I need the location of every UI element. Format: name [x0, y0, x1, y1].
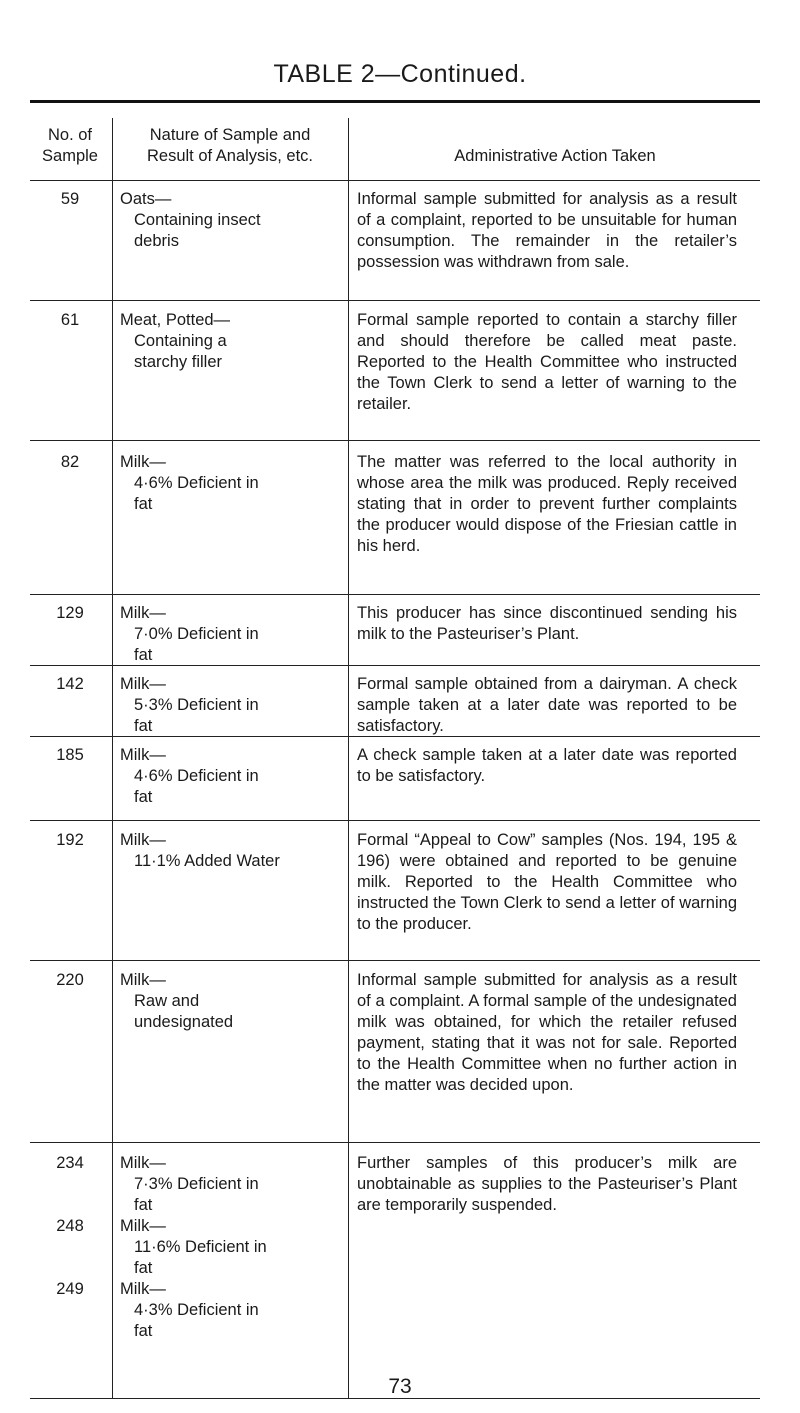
column-divider-1 [112, 118, 113, 1398]
action-taken: Formal sample reported to contain a starchy filler and should therefore be called meat paste. Reported to the Health Committee who instructed the Town Clerk to send a letter of warning to the retailer. [357, 311, 737, 413]
sample-number: 234 [56, 1154, 84, 1172]
sample-number: 59 [60, 190, 80, 208]
sample-nature: Milk— 7·0% Deficient in fat [120, 604, 259, 664]
action-taken: A check sample taken at a later date was reported to be satisfactory. [357, 746, 737, 785]
row-divider [30, 594, 760, 595]
sample-nature: Milk— 4·6% Deficient in fat [120, 746, 259, 806]
action-taken: This producer has since discontinued sending his milk to the Pasteuriser’s Plant. [357, 604, 737, 643]
action-taken: Informal sample submitted for analysis as a result of a complaint, reported to be unsuitable for human consumption. The remainder in the retailer’s possession was withdrawn from sale. [357, 190, 737, 271]
action-taken: Informal sample submitted for analysis as a result of a complaint. A formal sample of the undesignated milk was obtained, for which the retailer refused payment, stating that it was not for sale. Reported to the Health Committee when no further action in the matter was decided upon. [357, 971, 737, 1094]
sample-nature: Milk— Raw and undesignated [120, 971, 234, 1031]
action-taken: The matter was referred to the local authority in whose area the milk was produced. Reply received stating that in order to prevent further complaints the producer would dispose of the Friesian cattle in his herd. [357, 453, 737, 555]
header-nature: Nature of Sample and Result of Analysis, etc. [147, 126, 313, 165]
sample-nature: Meat, Potted— Containing a starchy filler [120, 311, 231, 371]
header-action: Administrative Action Taken [454, 147, 656, 165]
sample-number: 61 [60, 311, 80, 329]
sample-number: 185 [56, 746, 84, 764]
sample-nature: Milk— 11·1% Added Water [120, 831, 280, 870]
row-divider [30, 960, 760, 961]
action-taken: Formal “Appeal to Cow” samples (Nos. 194, 195 & 196) were obtained and reported to be genuine milk. Reported to the Health Committee who instructed the Town Clerk to send a letter of warning to the producer. [357, 831, 737, 933]
header-no: No. of Sample [42, 126, 98, 165]
sample-nature: Milk— 7·3% Deficient in fat Milk— 11·6% Deficient in fat Milk— 4·3% Deficient in fat [120, 1154, 267, 1340]
sample-nature: Milk— 4·6% Deficient in fat [120, 453, 259, 513]
sample-number: 82 [60, 453, 80, 471]
row-divider [30, 180, 760, 181]
table-top-rule [30, 100, 760, 103]
sample-nature: Oats— Containing insect debris [120, 190, 261, 250]
table-title: TABLE 2—Continued. [273, 60, 527, 88]
action-taken: Formal sample obtained from a dairyman. A check sample taken at a later date was reported to be satisfactory. [357, 675, 737, 735]
sample-nature: Milk— 5·3% Deficient in fat [120, 675, 259, 735]
row-divider [30, 440, 760, 441]
sample-number: 248 [56, 1217, 84, 1235]
sample-number: 220 [56, 971, 84, 989]
sample-number: 129 [56, 604, 84, 622]
row-divider [30, 300, 760, 301]
sample-number: 249 [56, 1280, 84, 1298]
sample-number: 192 [56, 831, 84, 849]
row-divider [30, 1142, 760, 1143]
page-number: 73 [388, 1375, 412, 1398]
action-taken: Further samples of this producer’s milk are unobtainable as supplies to the Pasteuriser’s Plant are temporarily suspended. [357, 1154, 737, 1214]
row-divider [30, 820, 760, 821]
column-divider-2 [348, 118, 349, 1398]
sample-number: 142 [56, 675, 84, 693]
